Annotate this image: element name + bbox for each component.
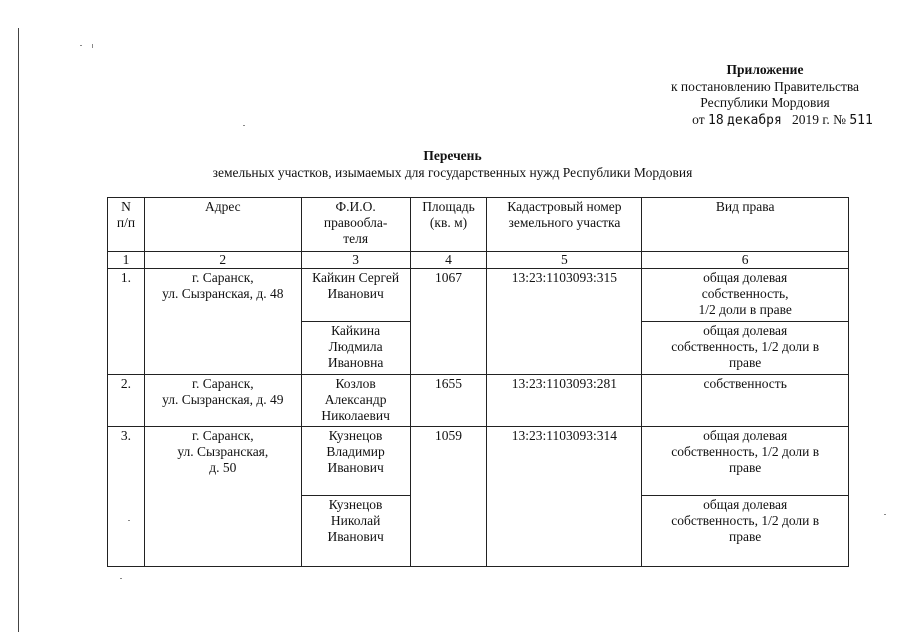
scan-speck	[243, 125, 245, 126]
column-number: 6	[642, 252, 849, 269]
owner-name: Кайкина Людмила Ивановна	[301, 322, 410, 375]
document-title: Перечень	[423, 148, 482, 163]
appendix-block	[640, 62, 890, 129]
row-number: 2.	[108, 375, 145, 427]
row-address: г. Саранск, ул. Сызранская, д. 50	[144, 427, 301, 567]
header-cadastral: Кадастровый номер земельного участка	[487, 198, 642, 252]
row-cadastral-number: 13:23:1103093:281	[487, 375, 642, 427]
document-subtitle: земельных участков, изымаемых для государственных нужд Республики Мордовия	[212, 165, 693, 180]
header-num: N п/п	[108, 198, 145, 252]
table-row	[108, 427, 849, 496]
owner-name: Кузнецов Владимир Иванович	[301, 427, 410, 496]
row-area: 1655	[410, 375, 487, 427]
appendix-line-2: Республики Мордовия	[700, 95, 830, 110]
right-type: общая долевая собственность, 1/2 доли в праве	[642, 496, 849, 567]
owner-name: Кайкин Сергей Иванович	[301, 269, 410, 322]
appendix-date-line	[640, 112, 890, 130]
row-number: 1.	[108, 269, 145, 375]
appendix-line-1: к постановлению Правительства	[670, 78, 860, 94]
column-number: 1	[108, 252, 145, 269]
header-owner: Ф.И.О. правообла- теля	[301, 198, 410, 252]
right-type: общая долевая собственность, 1/2 доли в праве	[642, 322, 849, 375]
row-area: 1067	[410, 269, 487, 375]
scan-speck	[120, 578, 122, 579]
resolution-number: 511	[849, 112, 873, 128]
row-address: г. Саранск, ул. Сызранская, д. 49	[144, 375, 301, 427]
column-number: 2	[144, 252, 301, 269]
table-row	[108, 375, 849, 427]
column-number: 3	[301, 252, 410, 269]
right-type: общая долевая собственность, 1/2 доли в праве	[642, 427, 849, 496]
right-type: собственность	[642, 375, 849, 427]
column-number: 4	[410, 252, 487, 269]
binding-margin-line	[18, 28, 19, 632]
row-area: 1059	[410, 427, 487, 567]
date-day: 18	[708, 112, 724, 128]
header-area: Площадь (кв. м)	[410, 198, 487, 252]
header-address: Адрес	[144, 198, 301, 252]
owner-name: Кузнецов Николай Иванович	[301, 496, 410, 567]
row-number: 3.	[108, 427, 145, 567]
appendix-title: Приложение	[726, 62, 804, 77]
scan-speck	[80, 45, 82, 46]
date-year: 2019 г. №	[791, 111, 846, 127]
row-cadastral-number: 13:23:1103093:314	[487, 427, 642, 567]
date-prefix: от	[692, 111, 705, 127]
row-cadastral-number: 13:23:1103093:315	[487, 269, 642, 375]
table-row	[108, 269, 849, 322]
right-type: общая долевая собственность, 1/2 доли в праве	[642, 269, 849, 322]
column-number-row	[108, 252, 849, 269]
land-plots-table	[107, 197, 849, 567]
table-header-row	[108, 198, 849, 252]
header-right-type: Вид права	[642, 198, 849, 252]
scan-speck	[884, 514, 886, 515]
owner-name: Козлов Александр Николаевич	[301, 375, 410, 427]
date-month: декабря	[727, 112, 782, 128]
column-number: 5	[487, 252, 642, 269]
row-address: г. Саранск, ул. Сызранская, д. 48	[144, 269, 301, 375]
scan-speck	[92, 44, 93, 48]
